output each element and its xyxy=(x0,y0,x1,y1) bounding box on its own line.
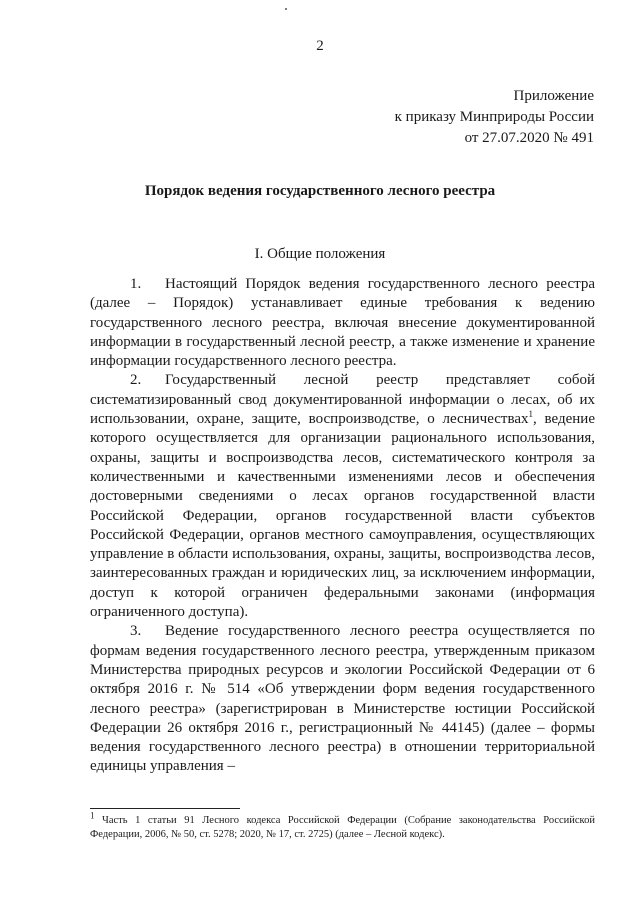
paragraph-3 xyxy=(90,622,595,776)
paragraph-number: 3. xyxy=(130,623,142,640)
document-body xyxy=(90,275,595,777)
appendix-line-1: Приложение xyxy=(513,88,594,104)
footnote-text: Часть 1 статьи 91 Лесного кодекса Российской Федерации (Собрание законодательства Российской Федерации, 2006, № 50, ст. 5278; 2020, № 17, ст. 2725) (далее – Лесной кодекс). xyxy=(90,815,595,840)
paragraph-text: Государственный лесной реестр представляет собой систематизированный свод документированной информации о лесах, об их использовании, охране, защите, воспроизводстве, о лесничествах xyxy=(90,372,595,428)
appendix-line-3: от 27.07.2020 № 491 xyxy=(464,130,594,146)
paragraph-number: 2. xyxy=(130,372,142,389)
footnote-mark: 1 xyxy=(90,810,95,821)
appendix-header xyxy=(395,86,594,149)
paragraph-text: Ведение государственного лесного реестра осуществляется по формам ведения государственного лесного реестра, утвержденным приказом Министерства природных ресурсов и экологии Российской Федерации от 6 октября 2016 г. № 514 «Об утверждении форм ведения государственного лесного реестра» (зарегистрирован в Министерстве юстиции Российской Федерации 26 октября 2016 г., регистрационный № 44145) (далее – формы ведения государственного лесного реестра) в отношении территориальной единицы управления – xyxy=(90,623,595,775)
footnote-divider xyxy=(90,808,240,809)
footnote xyxy=(90,810,595,842)
appendix-line-2: к приказу Минприроды России xyxy=(394,109,594,125)
paragraph-text-continued: , ведение которого осуществляется для организации рационального использования, охраны, защиты и воспроизводства лесов, систематического контроля за количественными и качественными изменениями лесов и обеспечения достоверными сведениями о лесах органов государственной власти Российской Федерации, органов государственной власти субъектов Российской Федерации, органов местного самоуправления, осуществляющих управление в области использования, охраны, защиты, воспроизводства лесов, заинтересованных граждан и юридических лиц, за исключением информации, доступ к которой ограничен федеральными законами (информация ограниченного доступа). xyxy=(90,411,595,621)
section-heading: I. Общие положения xyxy=(254,246,386,262)
paragraph-1 xyxy=(90,275,595,371)
footnote-reference[interactable]: 1 xyxy=(528,409,534,420)
paragraph-number: 1. xyxy=(130,276,142,292)
document-title: Порядок ведения государственного лесного реестра xyxy=(144,183,496,199)
paragraph-text: Настоящий Порядок ведения государственного лесного реестра (далее – Порядок) устанавливает единые требования к ведению государственного лесного реестра, включая внесение документированной информации в государственный лесной реестр, а также изменение и хранение информации государственного лесного реестра. xyxy=(90,276,595,370)
paragraph-2 xyxy=(90,371,595,622)
page-number: 2 xyxy=(316,38,324,54)
scan-speck xyxy=(285,8,287,10)
